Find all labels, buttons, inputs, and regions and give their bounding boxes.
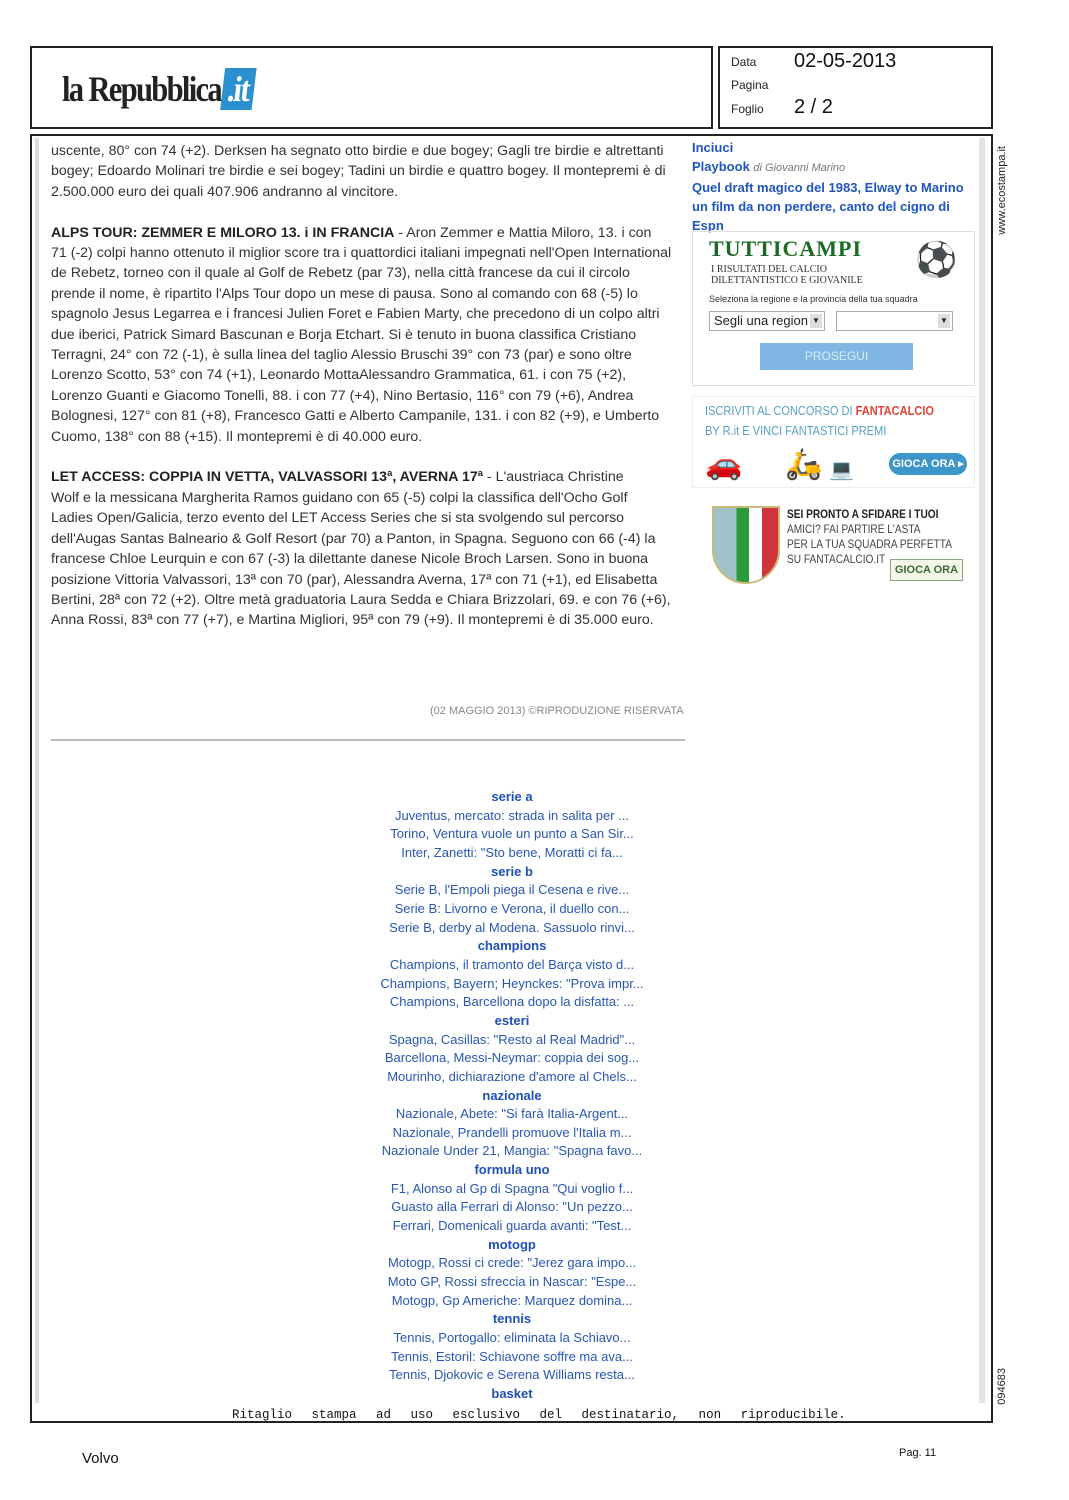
category-heading[interactable]: tennis [492, 1311, 532, 1327]
left-scrollbar[interactable] [35, 138, 39, 1403]
province-select[interactable] [836, 311, 953, 331]
news-link[interactable]: Serie B, derby al Modena. Sassuolo rinvi... [389, 919, 635, 935]
asta-banner[interactable] [692, 498, 975, 588]
prosegui-button[interactable]: PROSEGUI [760, 343, 913, 370]
news-link[interactable]: Serie B: Livorno e Verona, il duello con... [394, 900, 630, 916]
section-heading: LET ACCESS: COPPIA IN VETTA, VALVASSORI 13ª, AVERNA 17ª [51, 469, 483, 486]
select-label: Seleziona la regione e la provincia della tua squadra [709, 294, 918, 304]
sidebar [692, 138, 972, 235]
car-icon: 🚗 [705, 448, 743, 481]
news-link[interactable]: Juventus, mercato: strada in salita per ... [394, 807, 630, 823]
ecostampa-site: www.ecostampa.it [996, 146, 1008, 235]
news-link[interactable]: Nazionale, Prandelli promuove l'Italia m... [392, 1124, 632, 1140]
gioca-ora-button-2[interactable]: GIOCA ORA [890, 559, 963, 581]
category-heading[interactable]: esteri [494, 1012, 530, 1028]
category-heading[interactable]: motogp [488, 1236, 536, 1252]
category-heading[interactable]: champions [477, 938, 547, 954]
paragraph-let-access: LET ACCESS: COPPIA IN VETTA, VALVASSORI 13ª, AVERNA 17ª - L'austriaca Christine Wolf e la messicana Margherita Ramos guidano con 65 (-5) colpi la classifica dell'Ocho Golf Ladies Open/Galicia, terzo evento del LET Access Series che si sta svolgendo sul percorso dell'Augas Santas Balneario & Golf Resort (par 70) a Panton, in Spagna. Seguono con 66 (-4) la francese Chloe Leurquin e con 67 (-3) la dilettante danese Nicole Broch Larsen. Sono in buona posizione Vittoria Valvassori, 13ª con 70 (par), Alessandra Averna, 17ª con 71 (+1), ed Elisabetta Bertini, 28ª con 72 (+2). Oltre metà graduatoria Laura Sedda e Chiara Brizzolari, 69. e con 76 (+6), Anna Rossi, 83ª con 77 (+7), e Martina Migliori, 95ª con 79 (+9). Il montepremi è di 35.000 euro. [51, 469, 671, 629]
news-link[interactable]: Serie B, l'Empoli piega il Cesena e rive... [394, 882, 630, 898]
repubblica-logo [62, 68, 254, 110]
category-heading[interactable]: basket [491, 1386, 533, 1401]
tutticampi-widget [692, 231, 975, 386]
right-scrollbar[interactable] [979, 138, 985, 1403]
news-link[interactable]: Mourinho, dichiarazione d'amore al Chels... [387, 1068, 637, 1084]
metadata-box [718, 46, 993, 129]
region-select[interactable]: Segli una region ▼ [709, 311, 825, 331]
client-name: Volvo [82, 1450, 119, 1467]
foglio-label: Foglio [731, 102, 764, 116]
news-link[interactable]: Tennis, Portogallo: eliminata la Schiavo... [393, 1330, 631, 1346]
logo-suffix: .it [220, 68, 256, 110]
document-code: 094683 [996, 1368, 1008, 1405]
masthead [30, 46, 713, 129]
dropdown-arrow-icon: ▼ [810, 314, 822, 328]
news-link[interactable]: Tennis, Djokovic e Serena Williams resta... [389, 1367, 635, 1383]
divider [51, 739, 685, 741]
page-number: Pag. 11 [899, 1447, 937, 1459]
paragraph-1: uscente, 80° con 74 (+2). Derksen ha segnato otto birdie e due bogey; Gagli tre birdie e altrettanti bogey; Edoardo Molinari tre birdie e sei bogey; Tadini un birdie e quattro bogey. Il montepremi è di 2.500.000 euro dei quali 407.906 andranno al vincitore. [51, 143, 666, 200]
asta-text: SEI PRONTO A SFIDARE I TUOI AMICI? FAI PARTIRE L'ASTA PER LA TUA SQUADRA PERFETTA SU FANTACALCIO.IT [787, 509, 952, 566]
news-link[interactable]: Inter, Zanetti: "Sto bene, Moratti ci fa... [401, 844, 623, 860]
category-heading[interactable]: formula uno [474, 1162, 550, 1178]
gioca-ora-button[interactable]: GIOCA ORA ▸ [889, 453, 967, 475]
pagina-label: Pagina [731, 78, 769, 92]
news-link[interactable]: Torino, Ventura vuole un punto a San Sir... [390, 826, 634, 842]
link-inciuci[interactable]: Inciuci [692, 140, 734, 155]
news-link[interactable]: Moto GP, Rossi sfreccia in Nascar: "Espe... [387, 1274, 637, 1290]
news-link[interactable]: Champions, Bayern; Heynckes: "Prova impr... [380, 975, 644, 991]
data-value: 02-05-2013 [794, 50, 897, 72]
clipping-notice: Ritaglio stampa ad uso esclusivo del destinatario, non riproducibile. [232, 1408, 846, 1422]
dropdown-arrow-icon: ▼ [938, 314, 950, 328]
playbook-author: di Giovanni Marino [753, 162, 846, 174]
tutticampi-subtitle: I RISULTATI DEL CALCIO DILETTANTISTICO E GIOVANILE [711, 264, 863, 286]
banner-line-1: ISCRIVITI AL CONCORSO DI FANTACALCIO [705, 403, 935, 418]
link-headline[interactable]: Quel draft magico del 1983, Elway to Marino un film da non perdere, canto del cigno di Espn [692, 180, 964, 233]
data-label: Data [731, 55, 757, 69]
shield-icon [712, 506, 780, 584]
category-heading[interactable]: serie b [491, 863, 533, 879]
football-player-icon: ⚽ [915, 241, 958, 279]
news-link[interactable]: Champions, Barcellona dopo la disfatta: ... [389, 994, 635, 1010]
article-body [51, 141, 686, 651]
news-link[interactable]: Motogp, Rossi ci crede: "Jerez gara impo... [387, 1255, 637, 1271]
news-link[interactable]: Nazionale, Abete: "Si farà Italia-Argent... [395, 1106, 629, 1122]
news-link[interactable]: Tennis, Estoril: Schiavone soffre ma ava... [391, 1348, 633, 1364]
banner-line-2: BY R.it E VINCI FANTASTICI PREMI [705, 423, 887, 438]
foglio-value: 2 / 2 [794, 96, 833, 118]
clipping-frame [30, 134, 993, 1423]
laptop-icon: 💻 [829, 459, 854, 481]
category-heading[interactable]: nazionale [482, 1087, 542, 1103]
link-playbook[interactable]: Playbook di Giovanni Marino [692, 159, 846, 174]
category-heading[interactable]: serie a [491, 789, 533, 804]
logo-text: la Repubblica [62, 69, 221, 109]
news-link[interactable]: Barcellona, Messi-Neymar: coppia dei sog... [384, 1050, 640, 1066]
tutticampi-title: TUTTICAMPI [709, 236, 863, 261]
news-link[interactable]: F1, Alonso al Gp di Spagna "Qui voglio f... [390, 1180, 634, 1196]
news-link[interactable]: Nazionale Under 21, Mangia: "Spagna favo... [381, 1143, 643, 1159]
fantacalcio-banner[interactable] [692, 396, 975, 488]
news-link[interactable]: Motogp, Gp Americhe: Marquez domina... [391, 1292, 633, 1308]
paragraph-alps-tour: ALPS TOUR: ZEMMER E MILORO 13. i IN FRANCIA - Aron Zemmer e Mattia Miloro, 13. i con 71 (-2) colpi hanno ottenuto il miglior score tra i quattordici italiani impegnati nell'Open International de Rebetz, torneo con il quale al Golf de Rebetz (par 73), nella città francese da cui il circolo prende il nome, è ripartito l'Alps Tour dopo un mese di pausa. Sono al comando con 68 (-5) lo spagnolo Jesus Legarrea e i francesi Julien Foret e Fabien Marty, che precedono di un colpo altri due iberici, Patrick Simard Bascunan e Borja Etchart. Si è tenuto in buona classifica Cristiano Terragni, 24° con 72 (-1), è sulla linea del taglio Alessio Bruschi 39° con 73 (par) e sono oltre Lorenzo Scotto, 53° con 74 (+1), Leonardo MottaAlessandro Grammatica, 61. i con 75 (+2), Lorenzo Guanti e Giacomo Tonelli, 88. i con 77 (+4), Nino Bertasio, 116° con 79 (+6), Andrea Bolognesi, 127° con 81 (+8), Francesco Gatti e Alberto Campanile, 131. i con 82 (+9), e Umberto Cuomo, 138° con 88 (+15). Il montepremi è di 40.000 euro. [51, 224, 672, 445]
section-heading: ALPS TOUR: ZEMMER E MILORO 13. i IN FRANCIA [51, 224, 395, 241]
related-links [362, 788, 662, 1404]
scooter-icon: 🛵 [785, 448, 823, 481]
news-link[interactable]: Spagna, Casillas: "Resto al Real Madrid"... [388, 1031, 636, 1047]
news-link[interactable]: Ferrari, Domenicali guarda avanti: "Test... [392, 1218, 632, 1234]
news-link[interactable]: Champions, il tramonto del Barça visto d... [389, 956, 635, 972]
copyright-note: (02 MAGGIO 2013) ©RIPRODUZIONE RISERVATA [430, 705, 684, 717]
news-link[interactable]: Guasto alla Ferrari di Alonso: "Un pezzo... [391, 1199, 633, 1215]
